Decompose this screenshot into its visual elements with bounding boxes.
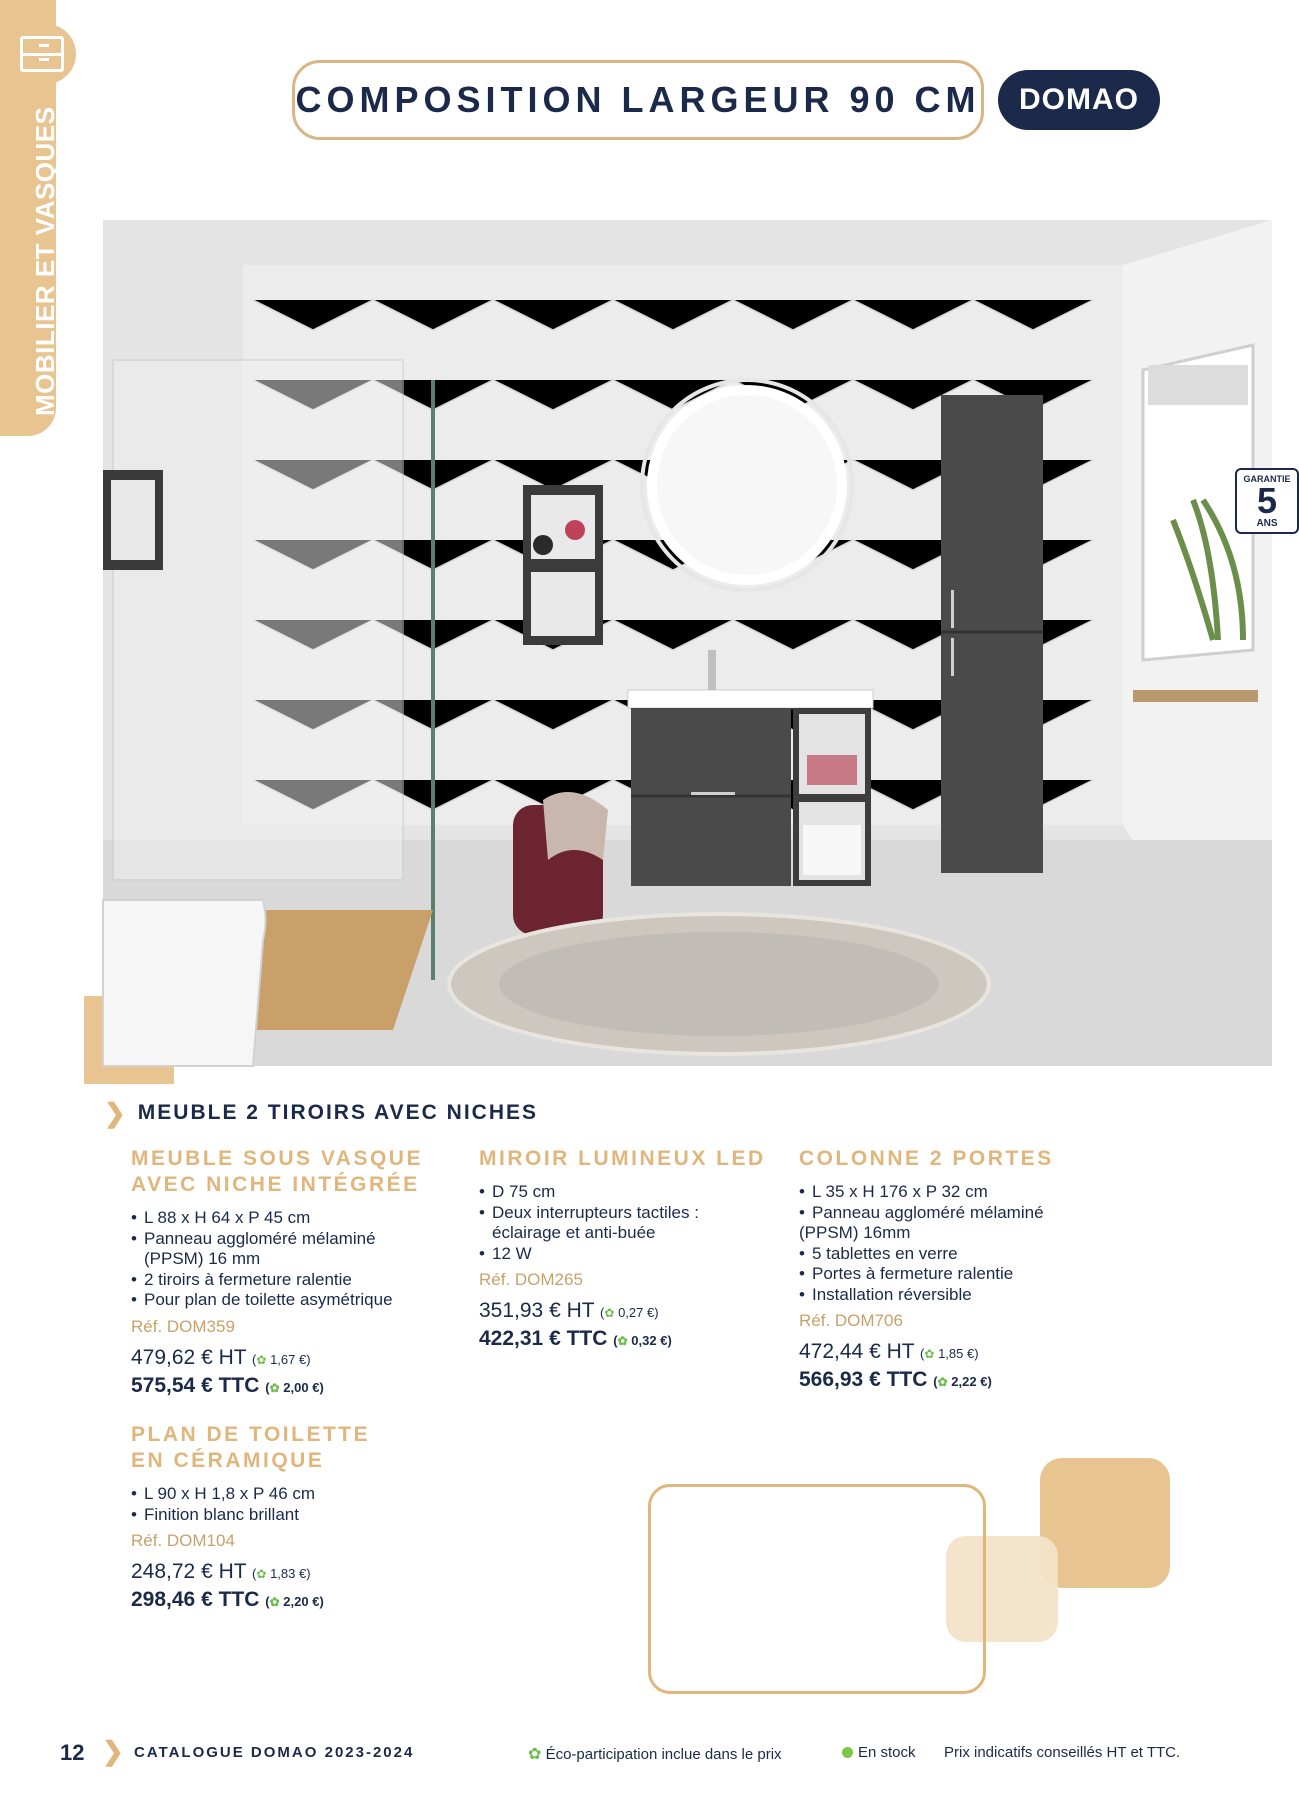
price-block bbox=[799, 1339, 1099, 1395]
feature-item: • Portes à fermeture ralentie bbox=[799, 1264, 1099, 1285]
product-photo bbox=[103, 220, 1291, 1066]
price-ht-line: 472,44 € HT (✿ 1,85 €) bbox=[799, 1340, 979, 1363]
feature-item: • L 90 x H 1,8 x P 46 cm bbox=[131, 1484, 451, 1505]
product-reference: Réf. DOM104 bbox=[131, 1531, 235, 1550]
page-footer bbox=[0, 1736, 1272, 1770]
product-title bbox=[131, 1422, 451, 1474]
price-ttc: 575,54 € TTC bbox=[131, 1373, 260, 1397]
feature-item: • Panneau aggloméré mélaminé bbox=[799, 1203, 1099, 1224]
product-title-line-2: EN CÉRAMIQUE bbox=[131, 1449, 325, 1472]
feature-item: (PPSM) 16 mm bbox=[144, 1249, 261, 1268]
stock-dot-icon bbox=[842, 1747, 853, 1758]
eco-ht: 1,85 € bbox=[938, 1346, 975, 1361]
leaf-icon: ✿ bbox=[937, 1375, 948, 1389]
price-ttc-line: 422,31 € TTC (✿ 0,32 €) bbox=[479, 1327, 672, 1350]
eco-ttc: 0,32 € bbox=[631, 1333, 668, 1348]
price-ttc: 566,93 € TTC bbox=[799, 1368, 928, 1391]
page-title-frame bbox=[292, 60, 984, 140]
feature-item: • Pour plan de toilette asymétrique bbox=[131, 1290, 451, 1311]
product-reference: Réf. DOM359 bbox=[131, 1316, 235, 1336]
feature-item: • Panneau aggloméré mélaminé bbox=[131, 1229, 451, 1250]
catalog-title: CATALOGUE DOMAO 2023-2024 bbox=[134, 1744, 415, 1761]
feature-item: • 12 W bbox=[479, 1244, 779, 1265]
prices-note: Prix indicatifs conseillés HT et TTC. bbox=[944, 1744, 1181, 1761]
leaf-icon: ✿ bbox=[269, 1595, 280, 1609]
feature-item: • Finition blanc brillant bbox=[131, 1505, 451, 1526]
feature-item: • Installation réversible bbox=[799, 1285, 1099, 1306]
decorative-frame bbox=[648, 1484, 986, 1694]
eco-ht: 0,27 € bbox=[618, 1305, 655, 1320]
product-title: MIROIR LUMINEUX LED bbox=[479, 1147, 766, 1170]
product-vanity bbox=[131, 1146, 451, 1401]
product-reference: Réf. DOM265 bbox=[479, 1270, 583, 1289]
warranty-unit: ANS bbox=[1256, 518, 1278, 529]
feature-item: éclairage et anti-buée bbox=[492, 1223, 656, 1242]
product-title: COLONNE 2 PORTES bbox=[799, 1147, 1054, 1170]
feature-list bbox=[479, 1182, 779, 1264]
price-block bbox=[131, 1345, 451, 1401]
feature-item: • L 88 x H 64 x P 45 cm bbox=[131, 1208, 451, 1229]
warranty-years: 5 bbox=[1256, 480, 1278, 521]
feature-item: • L 35 x H 176 x P 32 cm bbox=[799, 1182, 1099, 1203]
product-title-line-2: AVEC NICHE INTÉGRÉE bbox=[131, 1173, 420, 1196]
bathroom-illustration bbox=[103, 220, 1272, 1066]
eco-ht: 1,83 € bbox=[270, 1566, 307, 1581]
warranty-badge bbox=[1235, 468, 1299, 534]
stock-legend-text: En stock bbox=[858, 1744, 916, 1761]
product-title bbox=[131, 1146, 451, 1198]
feature-list bbox=[131, 1484, 451, 1525]
product-reference: Réf. DOM706 bbox=[799, 1311, 903, 1330]
eco-note bbox=[528, 1744, 782, 1764]
leaf-icon: ✿ bbox=[256, 1567, 267, 1581]
side-tab bbox=[0, 0, 60, 436]
feature-item: • 2 tiroirs à fermeture ralentie bbox=[131, 1270, 451, 1291]
product-ceramic-top bbox=[131, 1422, 451, 1615]
price-ht-line: 479,62 € HT (✿ 1,67 €) bbox=[131, 1345, 311, 1369]
feature-list bbox=[131, 1208, 451, 1311]
product-column bbox=[799, 1146, 1099, 1395]
eco-note-text: Éco-participation inclue dans le prix bbox=[545, 1746, 782, 1763]
page-number: 12 bbox=[60, 1740, 85, 1765]
price-ttc-line: 298,46 € TTC (✿ 2,20 €) bbox=[131, 1588, 324, 1611]
price-ht-line: 351,93 € HT (✿ 0,27 €) bbox=[479, 1299, 659, 1322]
price-ttc: 422,31 € TTC bbox=[479, 1327, 608, 1350]
feature-list bbox=[799, 1182, 1099, 1305]
decorative-square-dark bbox=[1040, 1458, 1170, 1588]
price-ttc-line: 566,93 € TTC (✿ 2,22 €) bbox=[799, 1368, 992, 1391]
product-title-line-1: PLAN DE TOILETTE bbox=[131, 1423, 371, 1446]
feature-item: (PPSM) 16mm bbox=[799, 1223, 911, 1242]
price-ttc: 298,46 € TTC bbox=[131, 1588, 260, 1611]
price-block bbox=[131, 1559, 451, 1615]
product-title-line-1: MEUBLE SOUS VASQUE bbox=[131, 1147, 423, 1170]
price-ht: 479,62 € HT bbox=[131, 1345, 247, 1369]
eco-ttc: 2,20 € bbox=[283, 1594, 320, 1609]
eco-ht: 1,67 € bbox=[270, 1351, 307, 1367]
leaf-icon: ✿ bbox=[924, 1347, 935, 1361]
feature-item: • 5 tablettes en verre bbox=[799, 1244, 1099, 1265]
price-ht-line: 248,72 € HT (✿ 1,83 €) bbox=[131, 1560, 311, 1583]
price-block bbox=[479, 1298, 779, 1354]
leaf-icon: ✿ bbox=[269, 1380, 280, 1395]
feature-item: • D 75 cm bbox=[479, 1182, 779, 1203]
chevron-right-icon: ❯ bbox=[104, 1098, 126, 1128]
price-ttc-line: 575,54 € TTC (✿ 2,00 €) bbox=[131, 1373, 324, 1397]
warranty-label: GARANTIE bbox=[1243, 474, 1291, 484]
section-title: MEUBLE 2 TIROIRS AVEC NICHES bbox=[137, 1101, 538, 1124]
leaf-icon: ✿ bbox=[528, 1746, 542, 1763]
chevron-right-icon: ❯ bbox=[102, 1736, 124, 1766]
leaf-icon: ✿ bbox=[256, 1352, 267, 1367]
brand-logo: DOMAO bbox=[998, 70, 1160, 130]
page-title: COMPOSITION LARGEUR 90 CM bbox=[295, 79, 981, 120]
price-ht: 351,93 € HT bbox=[479, 1299, 595, 1322]
eco-ttc: 2,00 € bbox=[283, 1379, 320, 1395]
leaf-icon: ✿ bbox=[604, 1306, 615, 1320]
section-heading bbox=[104, 1100, 538, 1126]
side-tab-label: MOBILIER ET VASQUES bbox=[30, 106, 60, 416]
stock-legend bbox=[842, 1744, 916, 1761]
furniture-icon bbox=[8, 24, 76, 84]
leaf-icon: ✿ bbox=[617, 1334, 628, 1348]
price-ht: 472,44 € HT bbox=[799, 1340, 915, 1363]
feature-item: • Deux interrupteurs tactiles : bbox=[479, 1203, 779, 1224]
product-mirror bbox=[479, 1146, 779, 1354]
eco-ttc: 2,22 € bbox=[951, 1374, 988, 1389]
price-ht: 248,72 € HT bbox=[131, 1560, 247, 1583]
